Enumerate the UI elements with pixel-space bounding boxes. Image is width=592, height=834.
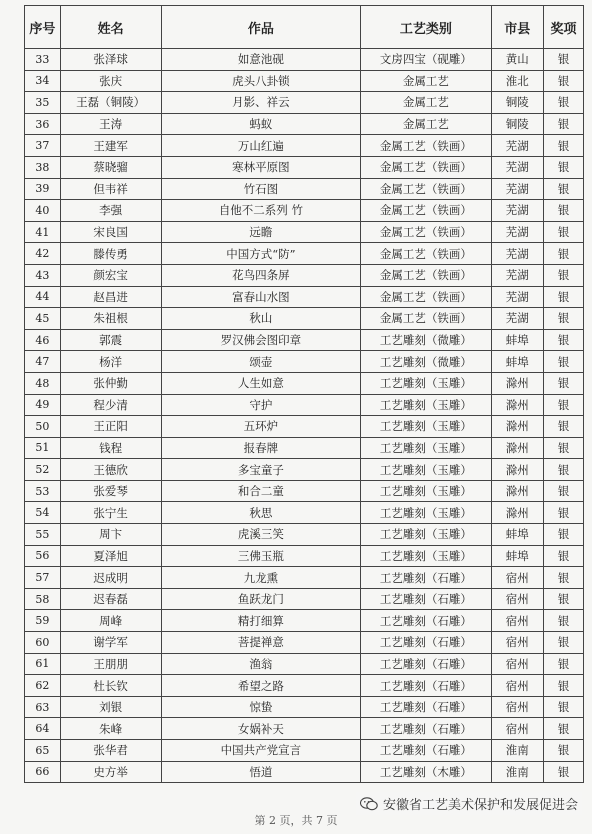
- cell-category: 工艺雕刻（石雕）: [361, 632, 491, 654]
- cell-name: 史方举: [60, 761, 161, 783]
- cell-no: 66: [25, 761, 61, 783]
- cell-city: 滁州: [491, 394, 544, 416]
- cell-city: 宿州: [491, 675, 544, 697]
- cell-city: 黄山: [491, 49, 544, 71]
- cell-name: 刘银: [60, 696, 161, 718]
- cell-category: 工艺雕刻（玉雕）: [361, 437, 491, 459]
- cell-city: 蚌埠: [491, 329, 544, 351]
- table-row: [25, 459, 584, 481]
- cell-city: 宿州: [491, 696, 544, 718]
- table-row: [25, 718, 584, 740]
- cell-name: 夏泽旭: [60, 545, 161, 567]
- cell-no: 41: [25, 221, 61, 243]
- cell-city: 铜陵: [491, 92, 544, 114]
- table-row: [25, 135, 584, 157]
- cell-category: 金属工艺: [361, 92, 491, 114]
- cell-award: 银: [544, 394, 584, 416]
- cell-city: 宿州: [491, 653, 544, 675]
- cell-name: 钱程: [60, 437, 161, 459]
- cell-work: 报春牌: [161, 437, 361, 459]
- cell-name: 程少清: [60, 394, 161, 416]
- cell-award: 银: [544, 545, 584, 567]
- table-row: [25, 480, 584, 502]
- table-row: [25, 545, 584, 567]
- cell-no: 57: [25, 567, 61, 589]
- cell-category: 工艺雕刻（石雕）: [361, 567, 491, 589]
- cell-city: 滁州: [491, 459, 544, 481]
- table-row: [25, 70, 584, 92]
- cell-category: 工艺雕刻（石雕）: [361, 653, 491, 675]
- cell-work: 菩提禅意: [161, 632, 361, 654]
- cell-name: 王涛: [60, 113, 161, 135]
- cell-no: 33: [25, 49, 61, 71]
- table-row: [25, 178, 584, 200]
- cell-award: 银: [544, 372, 584, 394]
- cell-name: 迟成明: [60, 567, 161, 589]
- cell-name: 周卞: [60, 524, 161, 546]
- header-work: 作品: [161, 6, 361, 49]
- cell-city: 铜陵: [491, 113, 544, 135]
- cell-work: 罗汉佛会图印章: [161, 329, 361, 351]
- table-row: [25, 502, 584, 524]
- cell-category: 工艺雕刻（微雕）: [361, 329, 491, 351]
- cell-work: 九龙熏: [161, 567, 361, 589]
- cell-work: 希望之路: [161, 675, 361, 697]
- cell-no: 38: [25, 156, 61, 178]
- cell-award: 银: [544, 653, 584, 675]
- cell-no: 60: [25, 632, 61, 654]
- cell-no: 46: [25, 329, 61, 351]
- cell-no: 61: [25, 653, 61, 675]
- header-name: 姓名: [60, 6, 161, 49]
- cell-city: 芜湖: [491, 243, 544, 265]
- wechat-icon: [360, 797, 378, 811]
- cell-award: 银: [544, 70, 584, 92]
- cell-category: 文房四宝（砚雕）: [361, 49, 491, 71]
- cell-award: 银: [544, 113, 584, 135]
- cell-work: 蚂蚁: [161, 113, 361, 135]
- cell-category: 金属工艺（铁画）: [361, 200, 491, 222]
- cell-no: 48: [25, 372, 61, 394]
- cell-work: 三佛玉瓶: [161, 545, 361, 567]
- table-header-row: [25, 6, 584, 49]
- cell-category: 工艺雕刻（玉雕）: [361, 416, 491, 438]
- cell-city: 宿州: [491, 567, 544, 589]
- cell-name: 李强: [60, 200, 161, 222]
- cell-name: 张华君: [60, 740, 161, 762]
- cell-work: 守护: [161, 394, 361, 416]
- cell-work: 悟道: [161, 761, 361, 783]
- cell-city: 蚌埠: [491, 524, 544, 546]
- cell-name: 王建军: [60, 135, 161, 157]
- cell-name: 周峰: [60, 610, 161, 632]
- table-row: [25, 49, 584, 71]
- cell-work: 寒林平原图: [161, 156, 361, 178]
- table-row: [25, 200, 584, 222]
- cell-award: 银: [544, 675, 584, 697]
- cell-city: 淮南: [491, 740, 544, 762]
- cell-award: 银: [544, 437, 584, 459]
- table-row: [25, 308, 584, 330]
- cell-work: 万山红遍: [161, 135, 361, 157]
- cell-name: 宋良国: [60, 221, 161, 243]
- cell-work: 秋思: [161, 502, 361, 524]
- cell-name: 王磊（铜陵）: [60, 92, 161, 114]
- cell-city: 滁州: [491, 372, 544, 394]
- header-category: 工艺类别: [361, 6, 491, 49]
- cell-work: 如意池砚: [161, 49, 361, 71]
- table-row: [25, 740, 584, 762]
- cell-name: 王德欣: [60, 459, 161, 481]
- cell-award: 银: [544, 696, 584, 718]
- cell-work: 颂壶: [161, 351, 361, 373]
- table-row: [25, 286, 584, 308]
- cell-city: 芜湖: [491, 264, 544, 286]
- cell-name: 郭震: [60, 329, 161, 351]
- cell-city: 淮南: [491, 761, 544, 783]
- cell-work: 自他不二系列 竹: [161, 200, 361, 222]
- table-row: [25, 329, 584, 351]
- cell-category: 工艺雕刻（石雕）: [361, 718, 491, 740]
- cell-category: 工艺雕刻（石雕）: [361, 588, 491, 610]
- page-footer: 第 2 页，共 7 页: [254, 814, 338, 827]
- awards-table: [24, 5, 584, 783]
- cell-no: 37: [25, 135, 61, 157]
- cell-no: 47: [25, 351, 61, 373]
- cell-work: 月影、祥云: [161, 92, 361, 114]
- cell-category: 金属工艺（铁画）: [361, 135, 491, 157]
- table-row: [25, 696, 584, 718]
- cell-category: 金属工艺（铁画）: [361, 308, 491, 330]
- cell-category: 金属工艺（铁画）: [361, 221, 491, 243]
- cell-work: 富春山水图: [161, 286, 361, 308]
- cell-no: 50: [25, 416, 61, 438]
- cell-award: 银: [544, 49, 584, 71]
- cell-work: 惊蛰: [161, 696, 361, 718]
- cell-category: 工艺雕刻（玉雕）: [361, 372, 491, 394]
- cell-no: 45: [25, 308, 61, 330]
- cell-category: 工艺雕刻（石雕）: [361, 675, 491, 697]
- cell-name: 张仲勤: [60, 372, 161, 394]
- cell-work: 鱼跃龙门: [161, 588, 361, 610]
- table-row: [25, 372, 584, 394]
- cell-no: 62: [25, 675, 61, 697]
- cell-award: 银: [544, 200, 584, 222]
- cell-category: 工艺雕刻（石雕）: [361, 696, 491, 718]
- header-city: 市县: [491, 6, 544, 49]
- cell-category: 金属工艺（铁画）: [361, 243, 491, 265]
- cell-city: 芜湖: [491, 286, 544, 308]
- cell-city: 蚌埠: [491, 351, 544, 373]
- cell-city: 滁州: [491, 416, 544, 438]
- cell-award: 银: [544, 718, 584, 740]
- table-row: [25, 221, 584, 243]
- table-row: [25, 437, 584, 459]
- table-row: [25, 524, 584, 546]
- cell-work: 中国方式“防”: [161, 243, 361, 265]
- cell-work: 花鸟四条屏: [161, 264, 361, 286]
- table-row: [25, 351, 584, 373]
- cell-award: 银: [544, 264, 584, 286]
- cell-work: 渔翁: [161, 653, 361, 675]
- cell-name: 张爱琴: [60, 480, 161, 502]
- table-row: [25, 588, 584, 610]
- cell-no: 65: [25, 740, 61, 762]
- cell-category: 工艺雕刻（玉雕）: [361, 524, 491, 546]
- cell-work: 虎溪三笑: [161, 524, 361, 546]
- cell-category: 工艺雕刻（玉雕）: [361, 545, 491, 567]
- cell-award: 银: [544, 243, 584, 265]
- cell-no: 49: [25, 394, 61, 416]
- cell-work: 和合二童: [161, 480, 361, 502]
- cell-category: 金属工艺（铁画）: [361, 286, 491, 308]
- cell-category: 金属工艺: [361, 113, 491, 135]
- cell-city: 宿州: [491, 718, 544, 740]
- table-row: [25, 632, 584, 654]
- cell-name: 赵昌进: [60, 286, 161, 308]
- cell-city: 蚌埠: [491, 545, 544, 567]
- table-body: [25, 49, 584, 783]
- cell-city: 宿州: [491, 588, 544, 610]
- table-row: [25, 610, 584, 632]
- cell-name: 张宁生: [60, 502, 161, 524]
- table-row: [25, 92, 584, 114]
- cell-work: 人生如意: [161, 372, 361, 394]
- table-row: [25, 653, 584, 675]
- cell-category: 工艺雕刻（微雕）: [361, 351, 491, 373]
- cell-work: 秋山: [161, 308, 361, 330]
- table-row: [25, 113, 584, 135]
- cell-category: 工艺雕刻（木雕）: [361, 761, 491, 783]
- cell-name: 张泽球: [60, 49, 161, 71]
- cell-award: 银: [544, 761, 584, 783]
- cell-name: 谢学军: [60, 632, 161, 654]
- cell-award: 银: [544, 329, 584, 351]
- cell-award: 银: [544, 524, 584, 546]
- header-no: 序号: [25, 6, 61, 49]
- cell-category: 金属工艺（铁画）: [361, 264, 491, 286]
- cell-no: 44: [25, 286, 61, 308]
- cell-city: 宿州: [491, 610, 544, 632]
- cell-no: 35: [25, 92, 61, 114]
- cell-name: 杜长钦: [60, 675, 161, 697]
- cell-category: 工艺雕刻（玉雕）: [361, 394, 491, 416]
- cell-no: 42: [25, 243, 61, 265]
- cell-name: 王朋朋: [60, 653, 161, 675]
- cell-city: 芜湖: [491, 200, 544, 222]
- cell-award: 银: [544, 588, 584, 610]
- cell-work: 女娲补天: [161, 718, 361, 740]
- cell-no: 51: [25, 437, 61, 459]
- header-award: 奖项: [544, 6, 584, 49]
- cell-city: 滁州: [491, 480, 544, 502]
- cell-name: 蔡晓骝: [60, 156, 161, 178]
- cell-category: 工艺雕刻（石雕）: [361, 610, 491, 632]
- cell-award: 银: [544, 156, 584, 178]
- cell-category: 工艺雕刻（玉雕）: [361, 459, 491, 481]
- cell-award: 银: [544, 92, 584, 114]
- cell-work: 虎头八卦锁: [161, 70, 361, 92]
- cell-award: 银: [544, 221, 584, 243]
- cell-category: 工艺雕刻（玉雕）: [361, 502, 491, 524]
- cell-category: 金属工艺（铁画）: [361, 178, 491, 200]
- table-row: [25, 416, 584, 438]
- cell-award: 银: [544, 632, 584, 654]
- cell-name: 王正阳: [60, 416, 161, 438]
- cell-no: 39: [25, 178, 61, 200]
- table-row: [25, 394, 584, 416]
- cell-work: 中国共产党宣言: [161, 740, 361, 762]
- cell-name: 朱祖根: [60, 308, 161, 330]
- cell-no: 64: [25, 718, 61, 740]
- cell-city: 芜湖: [491, 178, 544, 200]
- cell-work: 多宝童子: [161, 459, 361, 481]
- cell-city: 芜湖: [491, 308, 544, 330]
- cell-city: 芜湖: [491, 156, 544, 178]
- cell-work: 竹石图: [161, 178, 361, 200]
- cell-no: 53: [25, 480, 61, 502]
- cell-award: 银: [544, 610, 584, 632]
- table-row: [25, 567, 584, 589]
- cell-city: 滁州: [491, 437, 544, 459]
- cell-no: 52: [25, 459, 61, 481]
- cell-name: 滕传勇: [60, 243, 161, 265]
- table-row: [25, 264, 584, 286]
- cell-award: 银: [544, 502, 584, 524]
- cell-work: 精打细算: [161, 610, 361, 632]
- watermark-text: 安徽省工艺美术保护和发展促进会: [382, 798, 578, 813]
- cell-name: 但韦祥: [60, 178, 161, 200]
- table-row: [25, 243, 584, 265]
- cell-name: 颜宏宝: [60, 264, 161, 286]
- cell-no: 59: [25, 610, 61, 632]
- cell-award: 银: [544, 459, 584, 481]
- cell-name: 杨洋: [60, 351, 161, 373]
- cell-no: 58: [25, 588, 61, 610]
- table-row: [25, 156, 584, 178]
- cell-award: 银: [544, 351, 584, 373]
- cell-award: 银: [544, 740, 584, 762]
- cell-no: 43: [25, 264, 61, 286]
- cell-award: 银: [544, 567, 584, 589]
- cell-city: 淮北: [491, 70, 544, 92]
- cell-category: 工艺雕刻（石雕）: [361, 740, 491, 762]
- table-row: [25, 675, 584, 697]
- cell-name: 朱峰: [60, 718, 161, 740]
- cell-city: 芜湖: [491, 135, 544, 157]
- cell-city: 芜湖: [491, 221, 544, 243]
- cell-name: 迟春磊: [60, 588, 161, 610]
- cell-city: 宿州: [491, 632, 544, 654]
- cell-award: 银: [544, 416, 584, 438]
- table-row: [25, 761, 584, 783]
- cell-no: 56: [25, 545, 61, 567]
- cell-city: 滁州: [491, 502, 544, 524]
- cell-work: 远瞻: [161, 221, 361, 243]
- cell-category: 金属工艺: [361, 70, 491, 92]
- cell-award: 银: [544, 286, 584, 308]
- cell-no: 54: [25, 502, 61, 524]
- cell-award: 银: [544, 308, 584, 330]
- cell-no: 55: [25, 524, 61, 546]
- cell-category: 工艺雕刻（玉雕）: [361, 480, 491, 502]
- cell-no: 36: [25, 113, 61, 135]
- cell-no: 40: [25, 200, 61, 222]
- cell-award: 银: [544, 480, 584, 502]
- cell-name: 张庆: [60, 70, 161, 92]
- cell-award: 银: [544, 135, 584, 157]
- cell-no: 63: [25, 696, 61, 718]
- cell-work: 五环炉: [161, 416, 361, 438]
- cell-award: 银: [544, 178, 584, 200]
- cell-category: 金属工艺（铁画）: [361, 156, 491, 178]
- cell-no: 34: [25, 70, 61, 92]
